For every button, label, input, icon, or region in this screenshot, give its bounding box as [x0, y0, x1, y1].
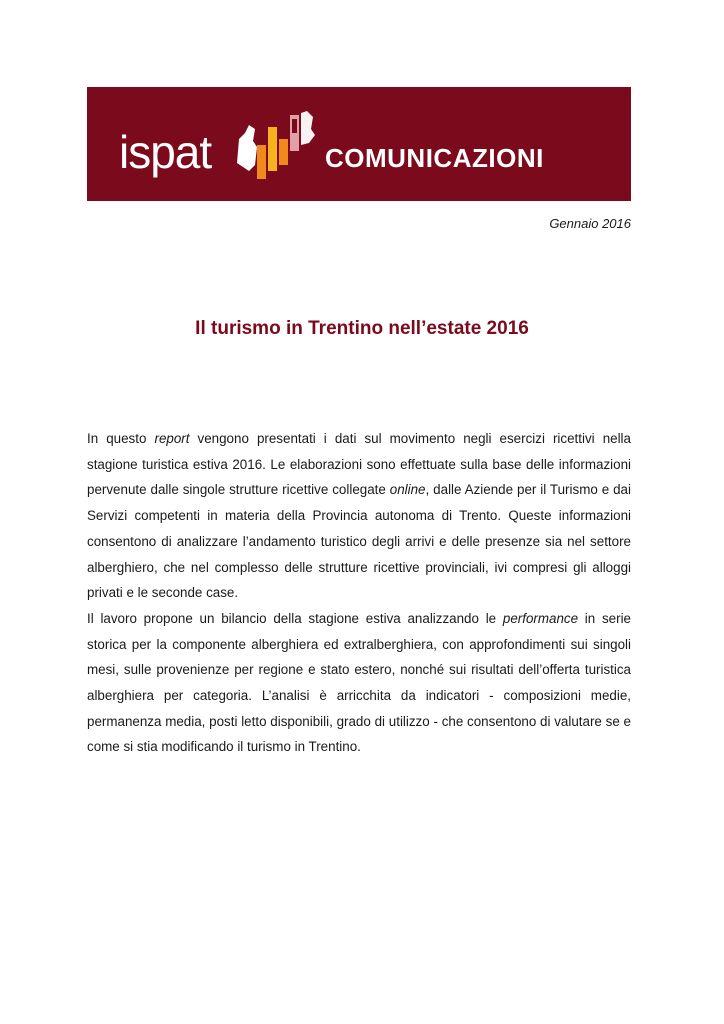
paragraph-intro	[87, 426, 631, 606]
italic-term: performance	[502, 610, 579, 626]
body-text	[87, 426, 631, 760]
text-span: Il lavoro propone un bilancio della stagione estiva analizzando le	[87, 610, 503, 626]
text-span: in serie storica per la componente alberghiera ed extralberghiera, con approfondimenti sui singoli mesi, sulle provenienze per regione e stato estero, nonché sui risultati dell’offerta turistica alberghiera per categoria. L’analisi è arricchita da indicatori - composizioni medie, permanenza media, posti letto disponibili, grado di utilizzo - che consentono di valutare se e come si stia modificando il turismo in Trentino.	[87, 610, 632, 755]
text-span: In questo	[87, 431, 155, 446]
document-title: Il turismo in Trentino nell’estate 2016	[195, 318, 529, 339]
banner-title: COMUNICAZIONI	[325, 143, 544, 173]
text-span: vengono presentati i dati sul movimento negli esercizi ricettivi nella stagione turistica estiva 2016. Le elaborazioni sono effettuate sulla base delle informazioni pervenute dalle singole strutture ricettive collegate	[87, 431, 631, 498]
paragraph-scope	[87, 606, 631, 760]
ispat-logo-mark-icon	[235, 105, 325, 185]
italic-term: report	[154, 431, 190, 446]
ispat-logo-text: ispat	[119, 126, 212, 178]
italic-term: online	[389, 482, 426, 498]
text-span: , dalle Aziende per il Turismo e dai Servizi competenti in materia della Provincia autonoma di Trento. Queste informazioni consentono di analizzare l’andamento turistico degli arrivi e delle presenze sia nel settore alberghiero, che nel complesso delle strutture ricettive provinciali, ivi compresi gli alloggi privati e le seconde case.	[87, 482, 631, 601]
publication-date: Gennaio 2016	[549, 216, 631, 231]
header-banner	[87, 87, 631, 201]
